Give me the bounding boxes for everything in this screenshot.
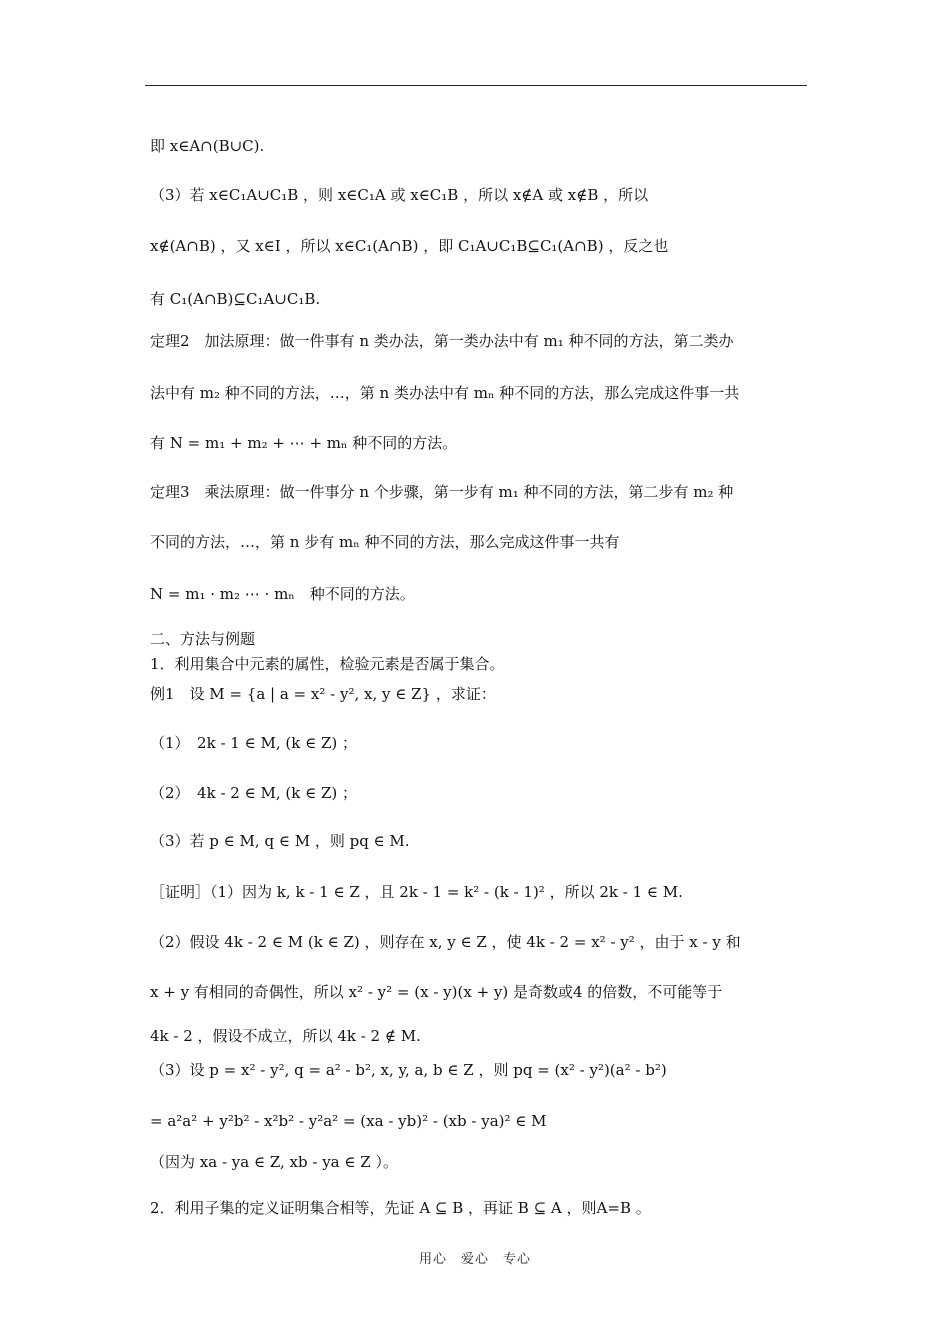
proof-part-2-line-3: 4k - 2 ，假设不成立，所以 4k - 2 ∉ M.: [150, 1027, 421, 1045]
theorem-3-line-3: N = m₁ · m₂ ⋯ · mₙ 种不同的方法。: [150, 585, 415, 603]
proof-part-3-line-2: = a²a² + y²b² - x²b² - y²a² = (xa - yb)² - (xb - ya)² ∈ M: [150, 1112, 547, 1130]
proof-part-3-line-3: （因为 xa - ya ∈ Z, xb - ya ∈ Z ）。: [150, 1153, 398, 1171]
proof-part-3-line-1: （3）设 p = x² - y², q = a² - b², x, y, a, b ∈ Z ，则 pq = (x² - y²)(a² - b²): [150, 1061, 667, 1079]
example-1-part-1: （1） 2k - 1 ∈ M, (k ∈ Z) ；: [150, 734, 357, 752]
example-1: 例1 设 M = {a | a = x² - y², x, y ∈ Z} ，求证：: [150, 685, 496, 703]
text-line-3: x∉(A∩B) ，又 x∈I ，所以 x∈C₁(A∩B) ，即 C₁A∪C₁B⊆C₁(A∩B) ，反之也: [150, 237, 669, 255]
method-1-heading: 1．利用集合中元素的属性，检验元素是否属于集合。: [150, 655, 505, 673]
theorem-2-line-2: 法中有 m₂ 种不同的方法，…，第 n 类办法中有 mₙ 种不同的方法，那么完成这件事一共: [150, 384, 740, 402]
text-line-4: 有 C₁(A∩B)⊆C₁A∪C₁B.: [150, 290, 321, 308]
example-1-part-3: （3）若 p ∈ M, q ∈ M ，则 pq ∈ M.: [150, 832, 410, 850]
text-line-1: 即 x∈A∩(B∪C).: [150, 137, 265, 155]
method-2-heading: 2．利用子集的定义证明集合相等，先证 A ⊆ B ，再证 B ⊆ A ，则A=B 。: [150, 1199, 651, 1217]
header-rule: [145, 85, 807, 86]
theorem-3-line-1: 定理3 乘法原理：做一件事分 n 个步骤，第一步有 m₁ 种不同的方法，第二步有 m₂ 种: [150, 483, 734, 501]
page-footer: 用心 爱心 专心: [418, 1252, 531, 1267]
section-heading: 二、方法与例题: [150, 630, 256, 648]
theorem-2-line-1: 定理2 加法原理：做一件事有 n 类办法，第一类办法中有 m₁ 种不同的方法，第二类办: [150, 332, 734, 350]
proof-part-2-line-1: （2）假设 4k - 2 ∈ M (k ∈ Z) ，则存在 x, y ∈ Z ，使 4k - 2 = x² - y² ，由于 x - y 和: [150, 933, 741, 951]
proof-part-2-line-2: x + y 有相同的奇偶性，所以 x² - y² = (x - y)(x + y) 是奇数或4 的倍数，不可能等于: [150, 983, 723, 1001]
text-line-2: （3）若 x∈C₁A∪C₁B ，则 x∈C₁A 或 x∈C₁B ，所以 x∉A 或 x∉B ，所以: [150, 186, 649, 204]
example-1-part-2: （2） 4k - 2 ∈ M, (k ∈ Z) ；: [150, 784, 357, 802]
theorem-2-line-3: 有 N = m₁ + m₂ + ⋯ + mₙ 种不同的方法。: [150, 434, 458, 452]
theorem-3-line-2: 不同的方法，…，第 n 步有 mₙ 种不同的方法，那么完成这件事一共有: [150, 533, 620, 551]
proof-part-1: ［证明］（1）因为 k, k - 1 ∈ Z ，且 2k - 1 = k² - (k - 1)² ，所以 2k - 1 ∈ M.: [150, 883, 683, 901]
